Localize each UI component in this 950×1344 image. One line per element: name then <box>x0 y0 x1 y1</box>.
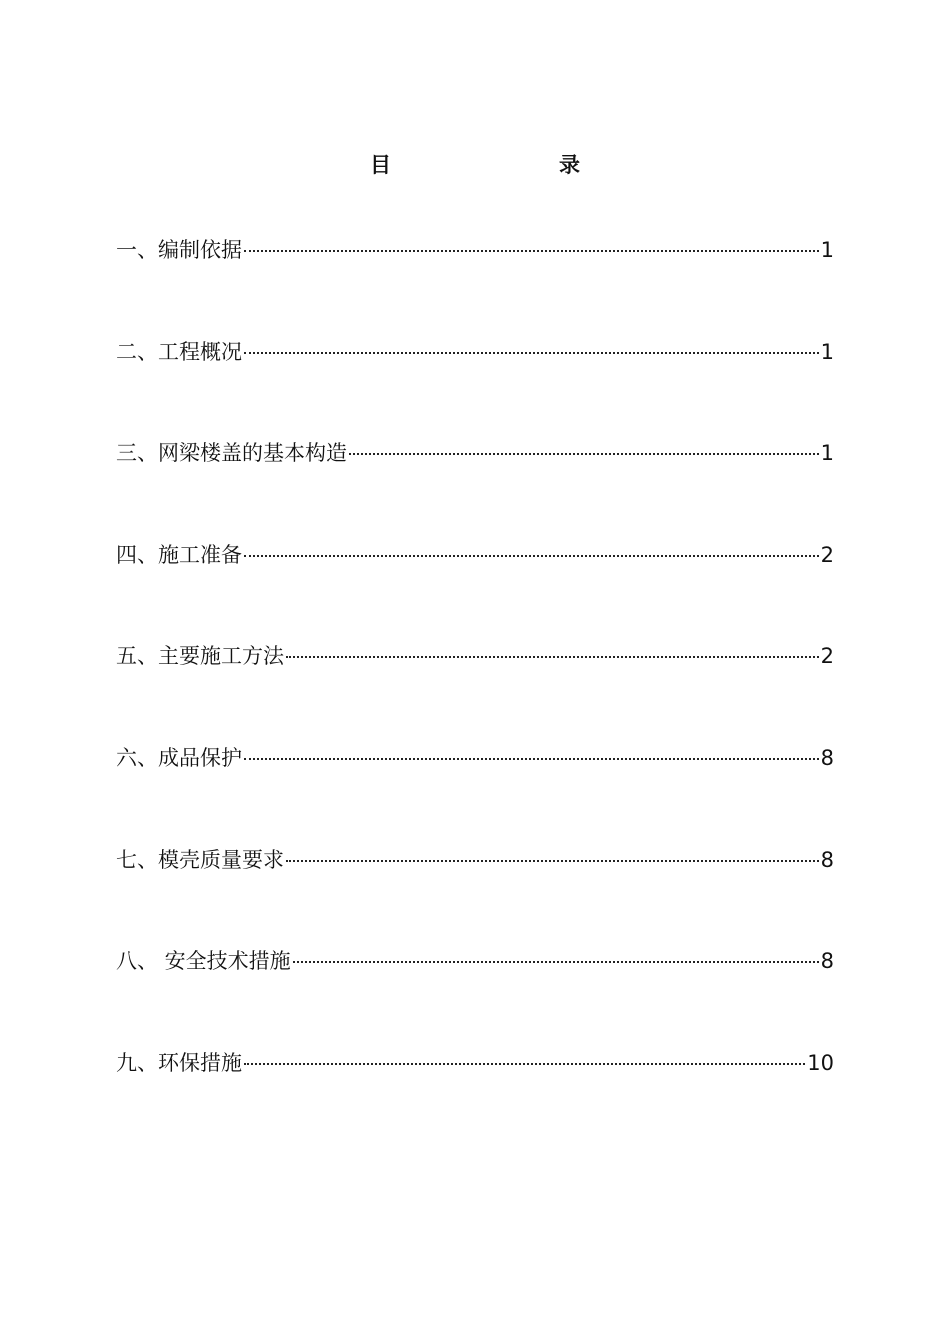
toc-dot-leader <box>286 860 819 862</box>
toc-entry-label: 二、工程概况 <box>116 339 242 364</box>
toc-entry-page: 2 <box>820 542 834 567</box>
toc-entry[interactable] <box>116 941 834 1043</box>
toc-entry[interactable] <box>116 230 834 332</box>
toc-entry[interactable] <box>116 535 834 637</box>
toc-dot-leader <box>244 352 819 354</box>
toc-entry-label: 一、编制依据 <box>116 238 242 262</box>
toc-entry[interactable] <box>116 332 834 434</box>
toc-entry-page: 1 <box>820 339 834 364</box>
toc-entry[interactable] <box>116 433 834 535</box>
toc-entry-page: 8 <box>820 847 834 872</box>
toc-entry-label: 七、模壳质量要求 <box>116 847 284 872</box>
toc-entry-label: 六、成品保护 <box>116 745 242 770</box>
toc-entry-page: 1 <box>820 238 834 262</box>
toc-dot-leader <box>244 758 819 760</box>
toc-entry-page: 1 <box>820 441 834 466</box>
toc-entry[interactable] <box>116 738 834 840</box>
toc-dot-leader <box>244 555 819 557</box>
toc-entry-page: 8 <box>820 949 834 974</box>
toc-entry-page: 8 <box>820 745 834 770</box>
toc-entry-label: 三、网梁楼盖的基本构造 <box>116 441 347 466</box>
toc-entry-page: 10 <box>807 1050 834 1075</box>
toc-entry-page: 2 <box>820 644 834 669</box>
toc-dot-leader <box>293 961 819 963</box>
toc-entry[interactable] <box>116 1043 834 1145</box>
toc-entry[interactable] <box>116 636 834 738</box>
toc-dot-leader <box>349 453 819 455</box>
toc-dot-leader <box>244 250 819 252</box>
toc-entry-label: 九、环保措施 <box>116 1050 242 1075</box>
toc-entry[interactable] <box>116 840 834 942</box>
table-of-contents <box>116 230 834 1144</box>
toc-dot-leader <box>286 656 819 658</box>
toc-entry-label: 八、 安全技术措施 <box>116 949 291 974</box>
toc-dot-leader <box>244 1063 805 1065</box>
toc-title: 目 录 <box>370 153 622 177</box>
toc-entry-label: 四、施工准备 <box>116 542 242 567</box>
toc-entry-label: 五、主要施工方法 <box>116 644 284 669</box>
